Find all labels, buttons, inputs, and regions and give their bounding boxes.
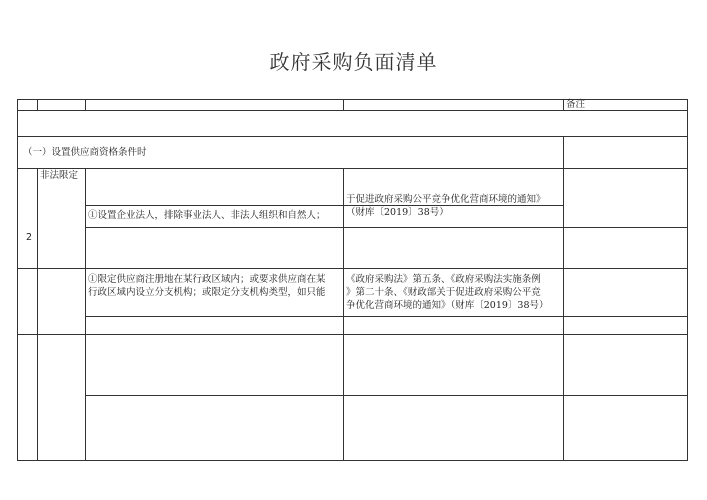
- item2-content-line1: ①限定供应商注册地在某行政区域内；或要求供应商在某: [88, 274, 326, 285]
- item2-basis-line1: 《政府采购法》第五条、《政府采购法实施条例: [346, 274, 541, 285]
- row-divider: [85, 395, 688, 396]
- item2-basis-line2: 》第二十条、《财政部关于促进政府采购公平竞: [346, 287, 541, 298]
- row-divider: [17, 268, 688, 269]
- table-border-right: [687, 99, 688, 461]
- table-border-left: [17, 99, 18, 461]
- col-divider: [37, 168, 38, 461]
- row-divider: [85, 316, 688, 317]
- item2-content-line2: 行政区域内设立分支机构；或限定分支机构类型，如只能: [88, 287, 326, 298]
- col-divider: [37, 99, 38, 111]
- col-divider: [563, 99, 564, 111]
- col-divider: [85, 168, 86, 461]
- row-divider: [17, 136, 688, 137]
- table-border-top: [17, 99, 688, 100]
- category-label: 非法限定: [40, 170, 79, 181]
- remark-header: 备注: [566, 99, 586, 110]
- row-divider: [85, 227, 688, 228]
- col-divider: [343, 168, 344, 461]
- section-row-bottom: [17, 168, 688, 169]
- row-number: 2: [26, 232, 33, 243]
- header-row-bottom: [17, 110, 688, 111]
- item2-basis-line3: 争优化营商环境的通知》（财库〔2019〕38号）: [346, 300, 549, 311]
- item1-content: ①设置企业法人，排除事业法人、非法人组织和自然人；: [88, 210, 326, 221]
- col-divider: [85, 99, 86, 111]
- col-divider: [563, 136, 564, 461]
- item1-basis-line1: 于促进政府采购公平竞争优化营商环境的通知》: [346, 194, 546, 205]
- page-title: 政府采购负面清单: [269, 50, 438, 74]
- item1-basis-line2: （财库〔2019〕38号）: [346, 207, 449, 218]
- table-border-bottom: [17, 460, 688, 461]
- section-heading: （一）设置供应商资格条件时: [23, 147, 147, 158]
- col-divider: [343, 99, 344, 111]
- row-divider: [17, 334, 688, 335]
